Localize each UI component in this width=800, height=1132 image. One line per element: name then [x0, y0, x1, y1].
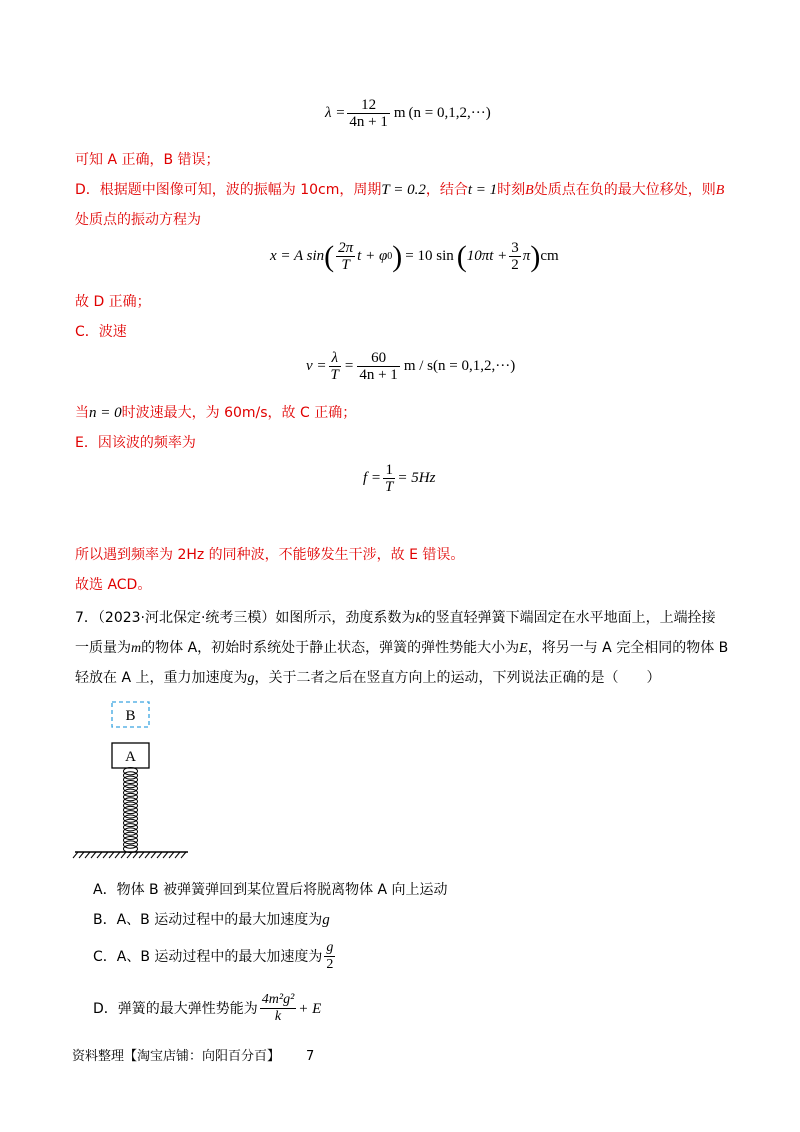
spring-coil [124, 828, 138, 835]
eq-x-fraction1 [336, 240, 355, 273]
line-d-time: t = 1 [467, 182, 498, 198]
option-d-tail: + E [298, 1000, 322, 1017]
solution-line-d [75, 180, 724, 201]
q-part3a: 轻放在 A 上，重力加速度为 [75, 670, 248, 686]
hatch-mark [97, 852, 102, 858]
line-d-part4: 处质点在负的最大位移处，则 [533, 182, 716, 198]
option-d-fraction [260, 992, 297, 1025]
eq-x-mid2: 10πt + [466, 248, 508, 264]
spring-coil [124, 811, 138, 818]
eq-f-den: T [385, 479, 394, 495]
equation-wave-speed [306, 350, 515, 383]
eq-lambda-lhs: λ = [325, 105, 346, 121]
block-b-label: B [125, 708, 136, 724]
eq-f-fraction [383, 462, 395, 495]
hatch-mark [139, 852, 144, 858]
q-part1: 7．（2023·河北保定·统考三模）如图所示，劲度系数为 [75, 610, 416, 626]
spring-coil [124, 806, 138, 813]
page-number: 7 [306, 1049, 315, 1064]
block-a-label: A [125, 749, 136, 765]
spring-coil [124, 776, 138, 783]
eq-x-lhs: x = A sin [270, 248, 325, 264]
spring-coil [124, 772, 138, 779]
hatch-mark [115, 852, 120, 858]
spring-coil [124, 819, 138, 826]
eq-v-fraction2 [357, 350, 399, 383]
eq-v-num2: 60 [357, 350, 399, 367]
eq-v-den2: 4n + 1 [359, 367, 398, 383]
eq-x-eq: = 10 sin [405, 248, 454, 264]
eq-lambda-numerator: 12 [347, 97, 389, 114]
solution-line-vibration: 处质点的振动方程为 [75, 212, 201, 228]
spring-coil [124, 793, 138, 800]
eq-x-paren2-open: ( [456, 239, 467, 273]
hatch-mark [103, 852, 108, 858]
eq-x-fraction2 [509, 240, 521, 273]
q-part2a: 一质量为 [75, 640, 131, 656]
hatch-mark [73, 852, 78, 858]
option-c[interactable] [93, 940, 337, 973]
eq-lambda-unit: m [393, 105, 406, 121]
eq-lambda-condition: (n = 0,1,2,···) [408, 105, 491, 121]
eq-x-den2: 2 [511, 257, 519, 273]
eq-v-unit: m / s [403, 358, 433, 374]
hatch-mark [109, 852, 114, 858]
question-line-2 [75, 638, 728, 659]
line-d-period: T = 0.2 [381, 182, 426, 198]
option-c-den: 2 [326, 957, 334, 972]
option-c-num: g [326, 940, 334, 955]
option-c-fraction [324, 940, 335, 973]
solution-line-c-speed: C．波速 [75, 324, 127, 340]
hatch-mark [157, 852, 162, 858]
eq-x-num1: 2π [338, 240, 354, 256]
line-max-n: n = 0 [89, 405, 122, 421]
eq-lambda-fraction [347, 97, 389, 130]
hatch-mark [175, 852, 180, 858]
line-d-part2: ，结合 [425, 182, 468, 198]
eq-v-lhs: v = [306, 358, 327, 374]
line-d-part3: 时刻 [497, 182, 526, 198]
option-b-text: B．A、B 运动过程中的最大加速度为 [93, 912, 323, 928]
eq-x-sub0: 0 [387, 251, 393, 262]
eq-x-paren-close: ) [392, 239, 403, 273]
eq-v-den1: T [330, 367, 339, 383]
hatch-mark [85, 852, 90, 858]
eq-f-num: 1 [383, 462, 395, 479]
eq-f-lhs: f = [363, 470, 382, 486]
eq-v-fraction1 [329, 350, 341, 383]
eq-v-eq: = [344, 358, 354, 374]
eq-x-pi: π [522, 248, 531, 264]
line-max-part1: 当 [75, 405, 89, 421]
spring-coil [124, 785, 138, 792]
hatch-mark [91, 852, 96, 858]
solution-line-answer: 故选 ACD。 [75, 577, 152, 593]
q-part2c: ，将另一与 A 完全相同的物体 B [527, 640, 729, 656]
spring-coils [124, 767, 138, 852]
line-d-point-b: B [525, 183, 534, 198]
q-e: E [519, 641, 528, 656]
hatch-mark [79, 852, 84, 858]
hatch-mark [163, 852, 168, 858]
option-d[interactable] [93, 992, 321, 1025]
eq-x-den1: T [341, 257, 350, 273]
spring-figure [70, 695, 200, 865]
hatch-mark [169, 852, 174, 858]
hatch-mark [151, 852, 156, 858]
eq-lambda-denominator: 4n + 1 [349, 114, 388, 130]
eq-f-rhs: = 5Hz [397, 470, 436, 486]
hatch-mark [133, 852, 138, 858]
line-d-point-b2: B [715, 183, 725, 198]
hatch-mark [121, 852, 126, 858]
line-max-part2: 时波速最大，为 60m/s，故 C 正确； [121, 405, 357, 421]
eq-x-unit: cm [540, 248, 559, 264]
q-m: m [131, 641, 142, 656]
hatch-mark [145, 852, 150, 858]
spring-coil [124, 837, 138, 844]
solution-line-ab: 可知 A 正确，B 错误； [75, 152, 220, 168]
spring-coil [124, 798, 138, 805]
option-b[interactable] [93, 910, 330, 930]
eq-x-paren2-close: ) [530, 239, 541, 273]
solution-line-max-speed [75, 403, 356, 423]
solution-line-e-frequency: E．因该波的频率为 [75, 435, 196, 451]
spring-coil [124, 802, 138, 809]
q-part2b: 的物体 A，初始时系统处于静止状态，弹簧的弹性势能大小为 [141, 640, 520, 656]
eq-x-num2: 3 [511, 240, 519, 256]
hatch-mark [181, 852, 186, 858]
spring-coil [124, 841, 138, 848]
eq-v-num1: λ [329, 350, 341, 367]
q-part3b: ，关于二者之后在竖直方向上的运动，下列说法正确的是（ ） [254, 670, 661, 686]
q-k: k [415, 611, 422, 626]
question-line-1 [75, 608, 716, 629]
eq-v-condition: (n = 0,1,2,···) [433, 358, 516, 374]
solution-line-d-correct: 故 D 正确； [75, 294, 151, 310]
footer-source: 资料整理【淘宝店铺：向阳百分百】 [72, 1049, 281, 1064]
eq-x-paren-open: ( [324, 239, 335, 273]
q-g: g [247, 671, 255, 686]
option-d-num: 4m²g² [261, 992, 295, 1007]
spring-coil [124, 815, 138, 822]
spring-coil [124, 780, 138, 787]
spring-coil [124, 789, 138, 796]
option-c-text: C．A、B 运动过程中的最大加速度为 [93, 948, 323, 965]
question-line-3 [75, 668, 660, 689]
eq-x-mid1: t + φ [357, 248, 388, 264]
equation-frequency [363, 462, 435, 495]
option-b-g: g [322, 912, 330, 928]
solution-line-interference: 所以遇到频率为 2Hz 的同种波，不能够发生干涉，故 E 错误。 [75, 547, 465, 563]
equation-vibration [270, 240, 559, 273]
option-a[interactable]: A．物体 B 被弹簧弹回到某位置后将脱离物体 A 向上运动 [93, 882, 448, 898]
option-d-den: k [274, 1009, 282, 1024]
spring-coil [124, 832, 138, 839]
spring-coil [124, 824, 138, 831]
line-d-part1: D．根据题中图像可知，波的振幅为 10cm，周期 [75, 182, 382, 198]
equation-wavelength [325, 97, 491, 130]
option-d-text: D．弹簧的最大弹性势能为 [93, 1000, 258, 1017]
q-part1b: 的竖直轻弹簧下端固定在水平地面上，上端拴接 [421, 610, 716, 626]
